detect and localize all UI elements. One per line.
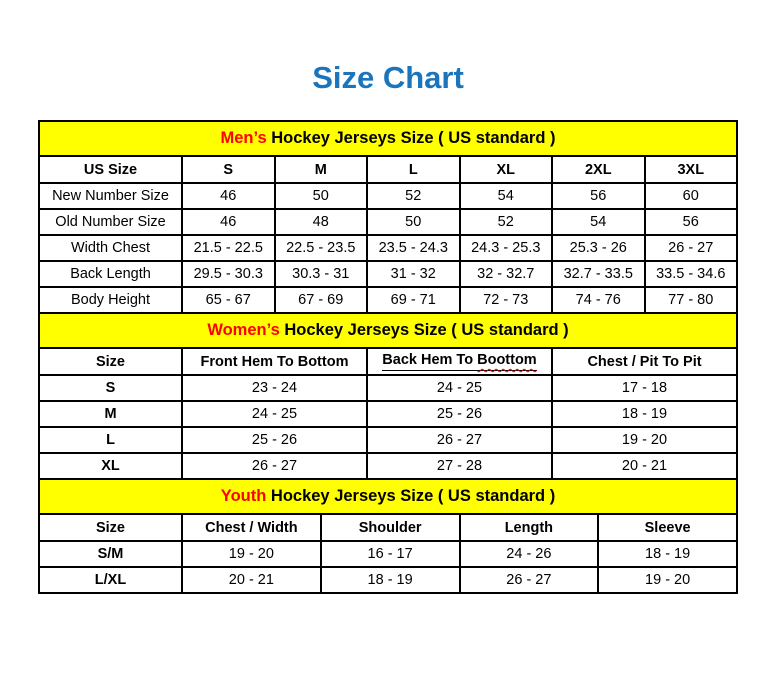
size-value-cell: 19 - 20 — [598, 567, 737, 593]
row-label: Width Chest — [39, 235, 182, 261]
mens-col-3xl: 3XL — [645, 156, 738, 183]
size-value-cell: 25 - 26 — [367, 401, 552, 427]
youth-table-banner — [39, 479, 737, 514]
youth-banner-text: Hockey Jerseys Size ( US standard ) — [270, 487, 556, 505]
size-value-cell: 56 — [645, 209, 738, 235]
womens-col-chest: Chest / Pit To Pit — [552, 348, 737, 375]
size-value-cell: 20 - 21 — [182, 567, 321, 593]
mens-col-xl: XL — [460, 156, 553, 183]
size-value-cell: 50 — [367, 209, 460, 235]
row-label: New Number Size — [39, 183, 182, 209]
womens-size-table — [38, 312, 738, 480]
womens-col-front-hem: Front Hem To Bottom — [182, 348, 367, 375]
youth-col-length: Length — [460, 514, 599, 541]
size-value-cell: 26 - 27 — [645, 235, 738, 261]
mens-banner-highlight: Men’s — [220, 129, 267, 147]
size-value-cell: 26 - 27 — [460, 567, 599, 593]
size-value-cell: 46 — [182, 183, 275, 209]
back-hem-prefix: Back Hem To — [382, 352, 474, 369]
table-row — [39, 375, 737, 401]
size-value-cell: 46 — [182, 209, 275, 235]
size-value-cell: 18 - 19 — [321, 567, 460, 593]
size-value-cell: 33.5 - 34.6 — [645, 261, 738, 287]
mens-table-banner — [39, 121, 737, 156]
row-label: Old Number Size — [39, 209, 182, 235]
size-value-cell: 48 — [275, 209, 368, 235]
table-row — [39, 453, 737, 479]
youth-col-size: Size — [39, 514, 182, 541]
womens-col-size: Size — [39, 348, 182, 375]
size-value-cell: 30.3 - 31 — [275, 261, 368, 287]
womens-col-back-hem — [367, 348, 552, 375]
mens-banner-cell — [39, 121, 737, 156]
table-row — [39, 235, 737, 261]
youth-header-row — [39, 514, 737, 541]
size-tables-container — [38, 120, 738, 594]
row-label: Back Length — [39, 261, 182, 287]
size-value-cell: 18 - 19 — [552, 401, 737, 427]
womens-banner-cell — [39, 313, 737, 348]
row-label: L — [39, 427, 182, 453]
size-value-cell: 19 - 20 — [182, 541, 321, 567]
table-row — [39, 261, 737, 287]
table-row — [39, 567, 737, 593]
row-label: S/M — [39, 541, 182, 567]
back-hem-underlined-phrase — [382, 352, 536, 371]
size-value-cell: 26 - 27 — [367, 427, 552, 453]
mens-col-2xl: 2XL — [552, 156, 645, 183]
size-value-cell: 72 - 73 — [460, 287, 553, 313]
size-value-cell: 25 - 26 — [182, 427, 367, 453]
youth-size-table — [38, 478, 738, 594]
table-row — [39, 287, 737, 313]
womens-banner-highlight: Women’s — [207, 321, 280, 339]
size-value-cell: 24 - 26 — [460, 541, 599, 567]
size-value-cell: 16 - 17 — [321, 541, 460, 567]
womens-header-row — [39, 348, 737, 375]
size-value-cell: 32 - 32.7 — [460, 261, 553, 287]
size-value-cell: 27 - 28 — [367, 453, 552, 479]
size-value-cell: 50 — [275, 183, 368, 209]
youth-banner-highlight: Youth — [220, 487, 267, 505]
size-value-cell: 74 - 76 — [552, 287, 645, 313]
youth-banner-cell — [39, 479, 737, 514]
size-value-cell: 52 — [460, 209, 553, 235]
mens-col-us-size: US Size — [39, 156, 182, 183]
table-row — [39, 427, 737, 453]
table-row — [39, 541, 737, 567]
size-value-cell: 56 — [552, 183, 645, 209]
size-value-cell: 24 - 25 — [182, 401, 367, 427]
size-value-cell: 18 - 19 — [598, 541, 737, 567]
row-label: Body Height — [39, 287, 182, 313]
size-value-cell: 67 - 69 — [275, 287, 368, 313]
back-hem-misspelled-word: Boottom — [477, 352, 537, 369]
youth-col-chest-width: Chest / Width — [182, 514, 321, 541]
size-value-cell: 17 - 18 — [552, 375, 737, 401]
size-value-cell: 25.3 - 26 — [552, 235, 645, 261]
table-row — [39, 401, 737, 427]
table-row — [39, 209, 737, 235]
size-value-cell: 65 - 67 — [182, 287, 275, 313]
youth-col-sleeve: Sleeve — [598, 514, 737, 541]
size-value-cell: 24.3 - 25.3 — [460, 235, 553, 261]
size-value-cell: 19 - 20 — [552, 427, 737, 453]
size-value-cell: 54 — [552, 209, 645, 235]
womens-banner-text: Hockey Jerseys Size ( US standard ) — [284, 321, 569, 339]
size-value-cell: 26 - 27 — [182, 453, 367, 479]
size-value-cell: 69 - 71 — [367, 287, 460, 313]
size-value-cell: 21.5 - 22.5 — [182, 235, 275, 261]
size-value-cell: 29.5 - 30.3 — [182, 261, 275, 287]
mens-header-row — [39, 156, 737, 183]
row-label: L/XL — [39, 567, 182, 593]
mens-col-m: M — [275, 156, 368, 183]
mens-banner-text: Hockey Jerseys Size ( US standard ) — [271, 129, 556, 147]
page-title: Size Chart — [312, 60, 464, 95]
row-label: M — [39, 401, 182, 427]
mens-col-l: L — [367, 156, 460, 183]
size-value-cell: 60 — [645, 183, 738, 209]
size-value-cell: 24 - 25 — [367, 375, 552, 401]
size-value-cell: 22.5 - 23.5 — [275, 235, 368, 261]
table-row — [39, 183, 737, 209]
row-label: S — [39, 375, 182, 401]
row-label: XL — [39, 453, 182, 479]
size-value-cell: 23.5 - 24.3 — [367, 235, 460, 261]
size-value-cell: 20 - 21 — [552, 453, 737, 479]
mens-col-s: S — [182, 156, 275, 183]
size-value-cell: 77 - 80 — [645, 287, 738, 313]
size-value-cell: 31 - 32 — [367, 261, 460, 287]
size-value-cell: 52 — [367, 183, 460, 209]
size-value-cell: 54 — [460, 183, 553, 209]
mens-size-table — [38, 120, 738, 314]
size-value-cell: 32.7 - 33.5 — [552, 261, 645, 287]
womens-table-banner — [39, 313, 737, 348]
youth-col-shoulder: Shoulder — [321, 514, 460, 541]
size-value-cell: 23 - 24 — [182, 375, 367, 401]
